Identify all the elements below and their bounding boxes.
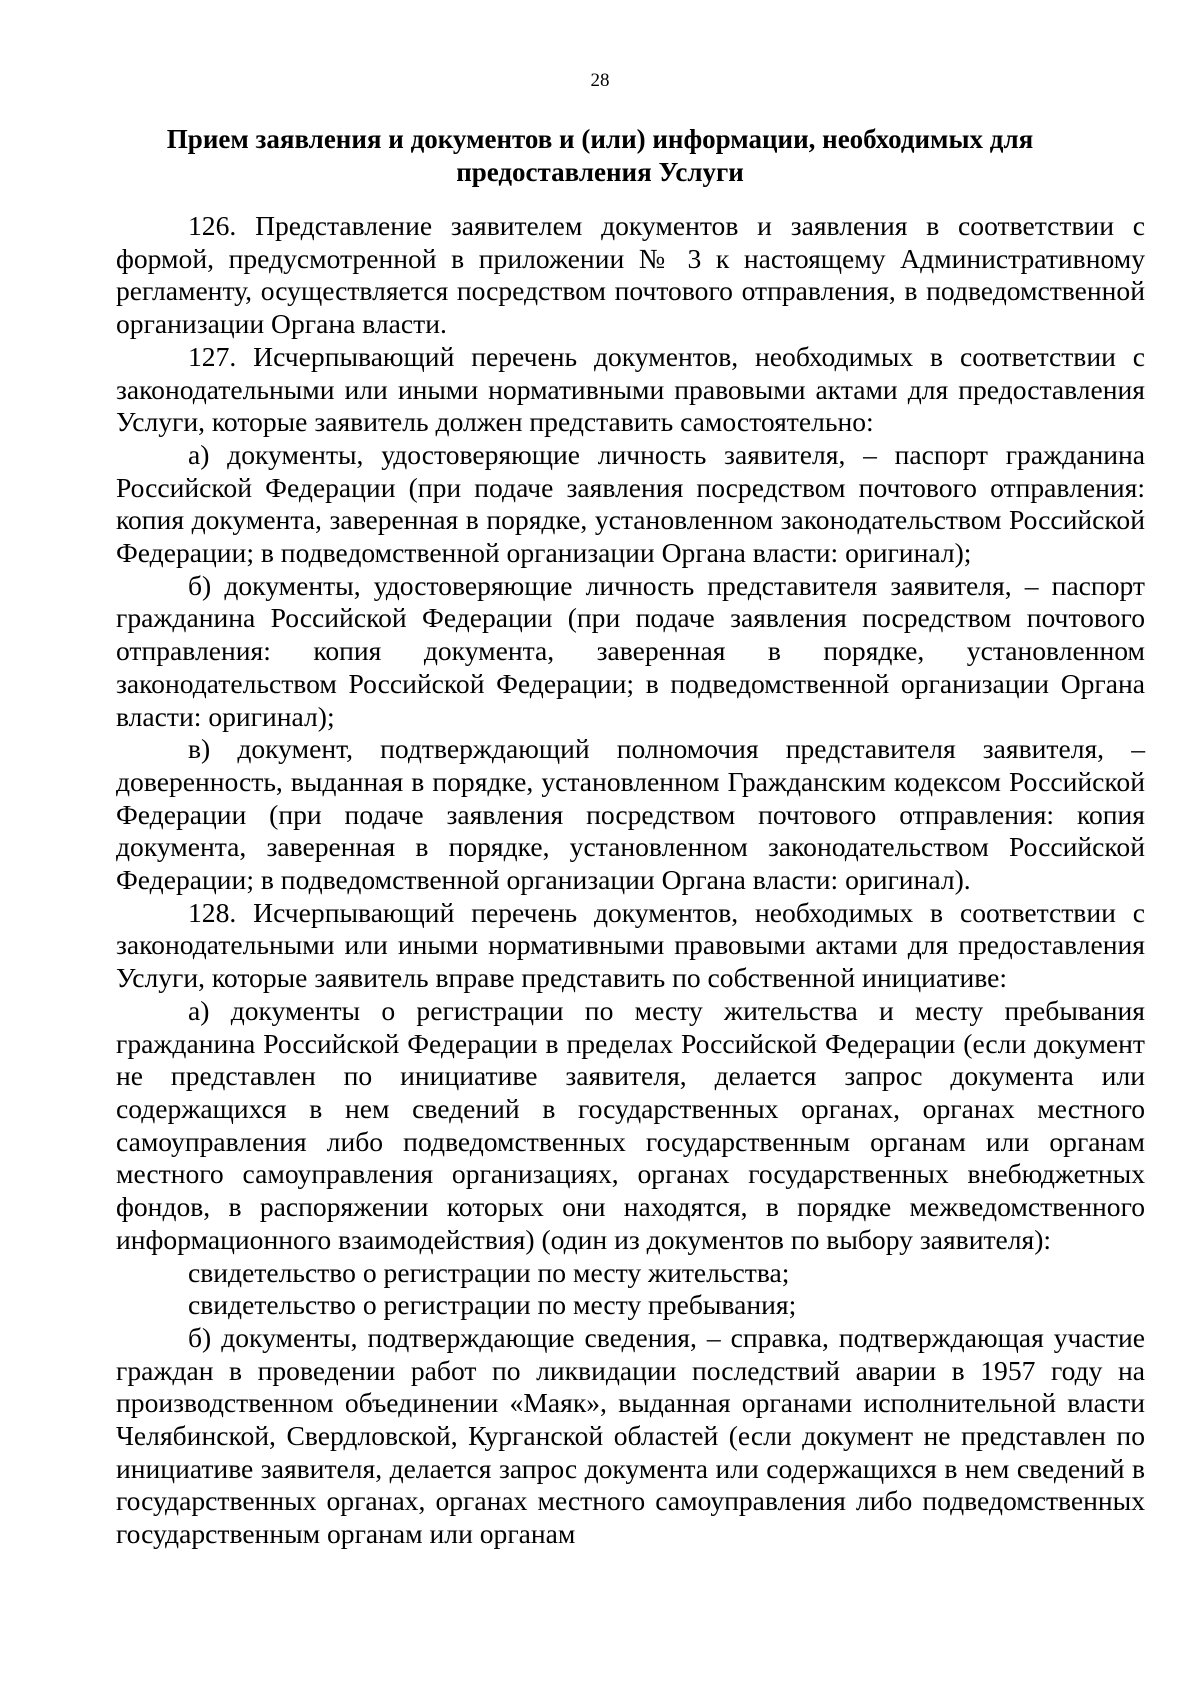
section-heading (150, 123, 1050, 189)
paragraph-128: 128. Исчерпывающий перечень документов, необходимых в соответствии с законодательными или иными нормативными правовыми актами для предоставления Услуги, которые заявитель вправе представить по собственной инициативе: (116, 896, 1145, 994)
section-heading-line-2: предоставления Услуги (456, 157, 744, 187)
paragraph-127-b: б) документы, удостоверяющие личность представителя заявителя, – паспорт гражданина Российской Федерации (при подаче заявления посредством почтового отправления: копия документа, заверенная в порядке, установленном законодательством Российской Федерации; в подведомственной организации Органа власти: оригинал); (116, 569, 1145, 732)
paragraph-residence-certificate: свидетельство о регистрации по месту жительства; (188, 1256, 790, 1288)
page-number: 28 (590, 70, 610, 91)
paragraph-stay-certificate: свидетельство о регистрации по месту пребывания; (188, 1289, 797, 1321)
paragraph-128-a: а) документы о регистрации по месту жительства и месту пребывания гражданина Российской Федерации в пределах Российской Федерации (если документ не представлен по инициативе заявителя, делается запрос документа или содержащихся в нем сведений в государственных органах, органах местного самоуправления либо подведомственных государственным органам или органам местного самоуправления организациях, органах государственных внебюджетных фондов, в распоряжении которых они находятся, в порядке межведомственного информационного взаимодействия) (один из документов по выбору заявителя): (116, 994, 1145, 1255)
paragraph-126: 126. Представление заявителем документов и заявления в соответствии с формой, предусмотренной в приложении № 3 к настоящему Административному регламенту, осуществляется посредством почтового отправления, в подведомственной организации Органа власти. (116, 210, 1145, 340)
paragraph-128-b: б) документы, подтверждающие сведения, – справка, подтверждающая участие граждан в проведении работ по ликвидации последствий аварии в 1957 году на производственном объединении «Маяк», выданная органами исполнительной власти Челябинской, Свердловской, Курганской областей (если документ не представлен по инициативе заявителя, делается запрос документа или содержащихся в нем сведений в государственных органах, органах местного самоуправления либо подведомственных государственным органам или органам (116, 1321, 1145, 1550)
paragraph-127-v: в) документ, подтверждающий полномочия представителя заявителя, – доверенность, выданная в порядке, установленном Гражданским кодексом Российской Федерации (при подаче заявления посредством почтового отправления: копия документа, заверенная в порядке, установленном законодательством Российской Федерации; в подведомственной организации Органа власти: оригинал). (116, 733, 1145, 896)
document-body (116, 210, 1145, 1551)
paragraph-127-a: а) документы, удостоверяющие личность заявителя, – паспорт гражданина Российской Федерации (при подаче заявления посредством почтового отправления: копия документа, заверенная в порядке, установленном законодательством Российской Федерации; в подведомственной организации Органа власти: оригинал); (116, 438, 1145, 569)
section-heading-line-1: Прием заявления и документов и (или) информации, необходимых для (166, 124, 1034, 154)
paragraph-127: 127. Исчерпывающий перечень документов, необходимых в соответствии с законодательными или иными нормативными правовыми актами для предоставления Услуги, которые заявитель должен представить самостоятельно: (116, 340, 1145, 438)
